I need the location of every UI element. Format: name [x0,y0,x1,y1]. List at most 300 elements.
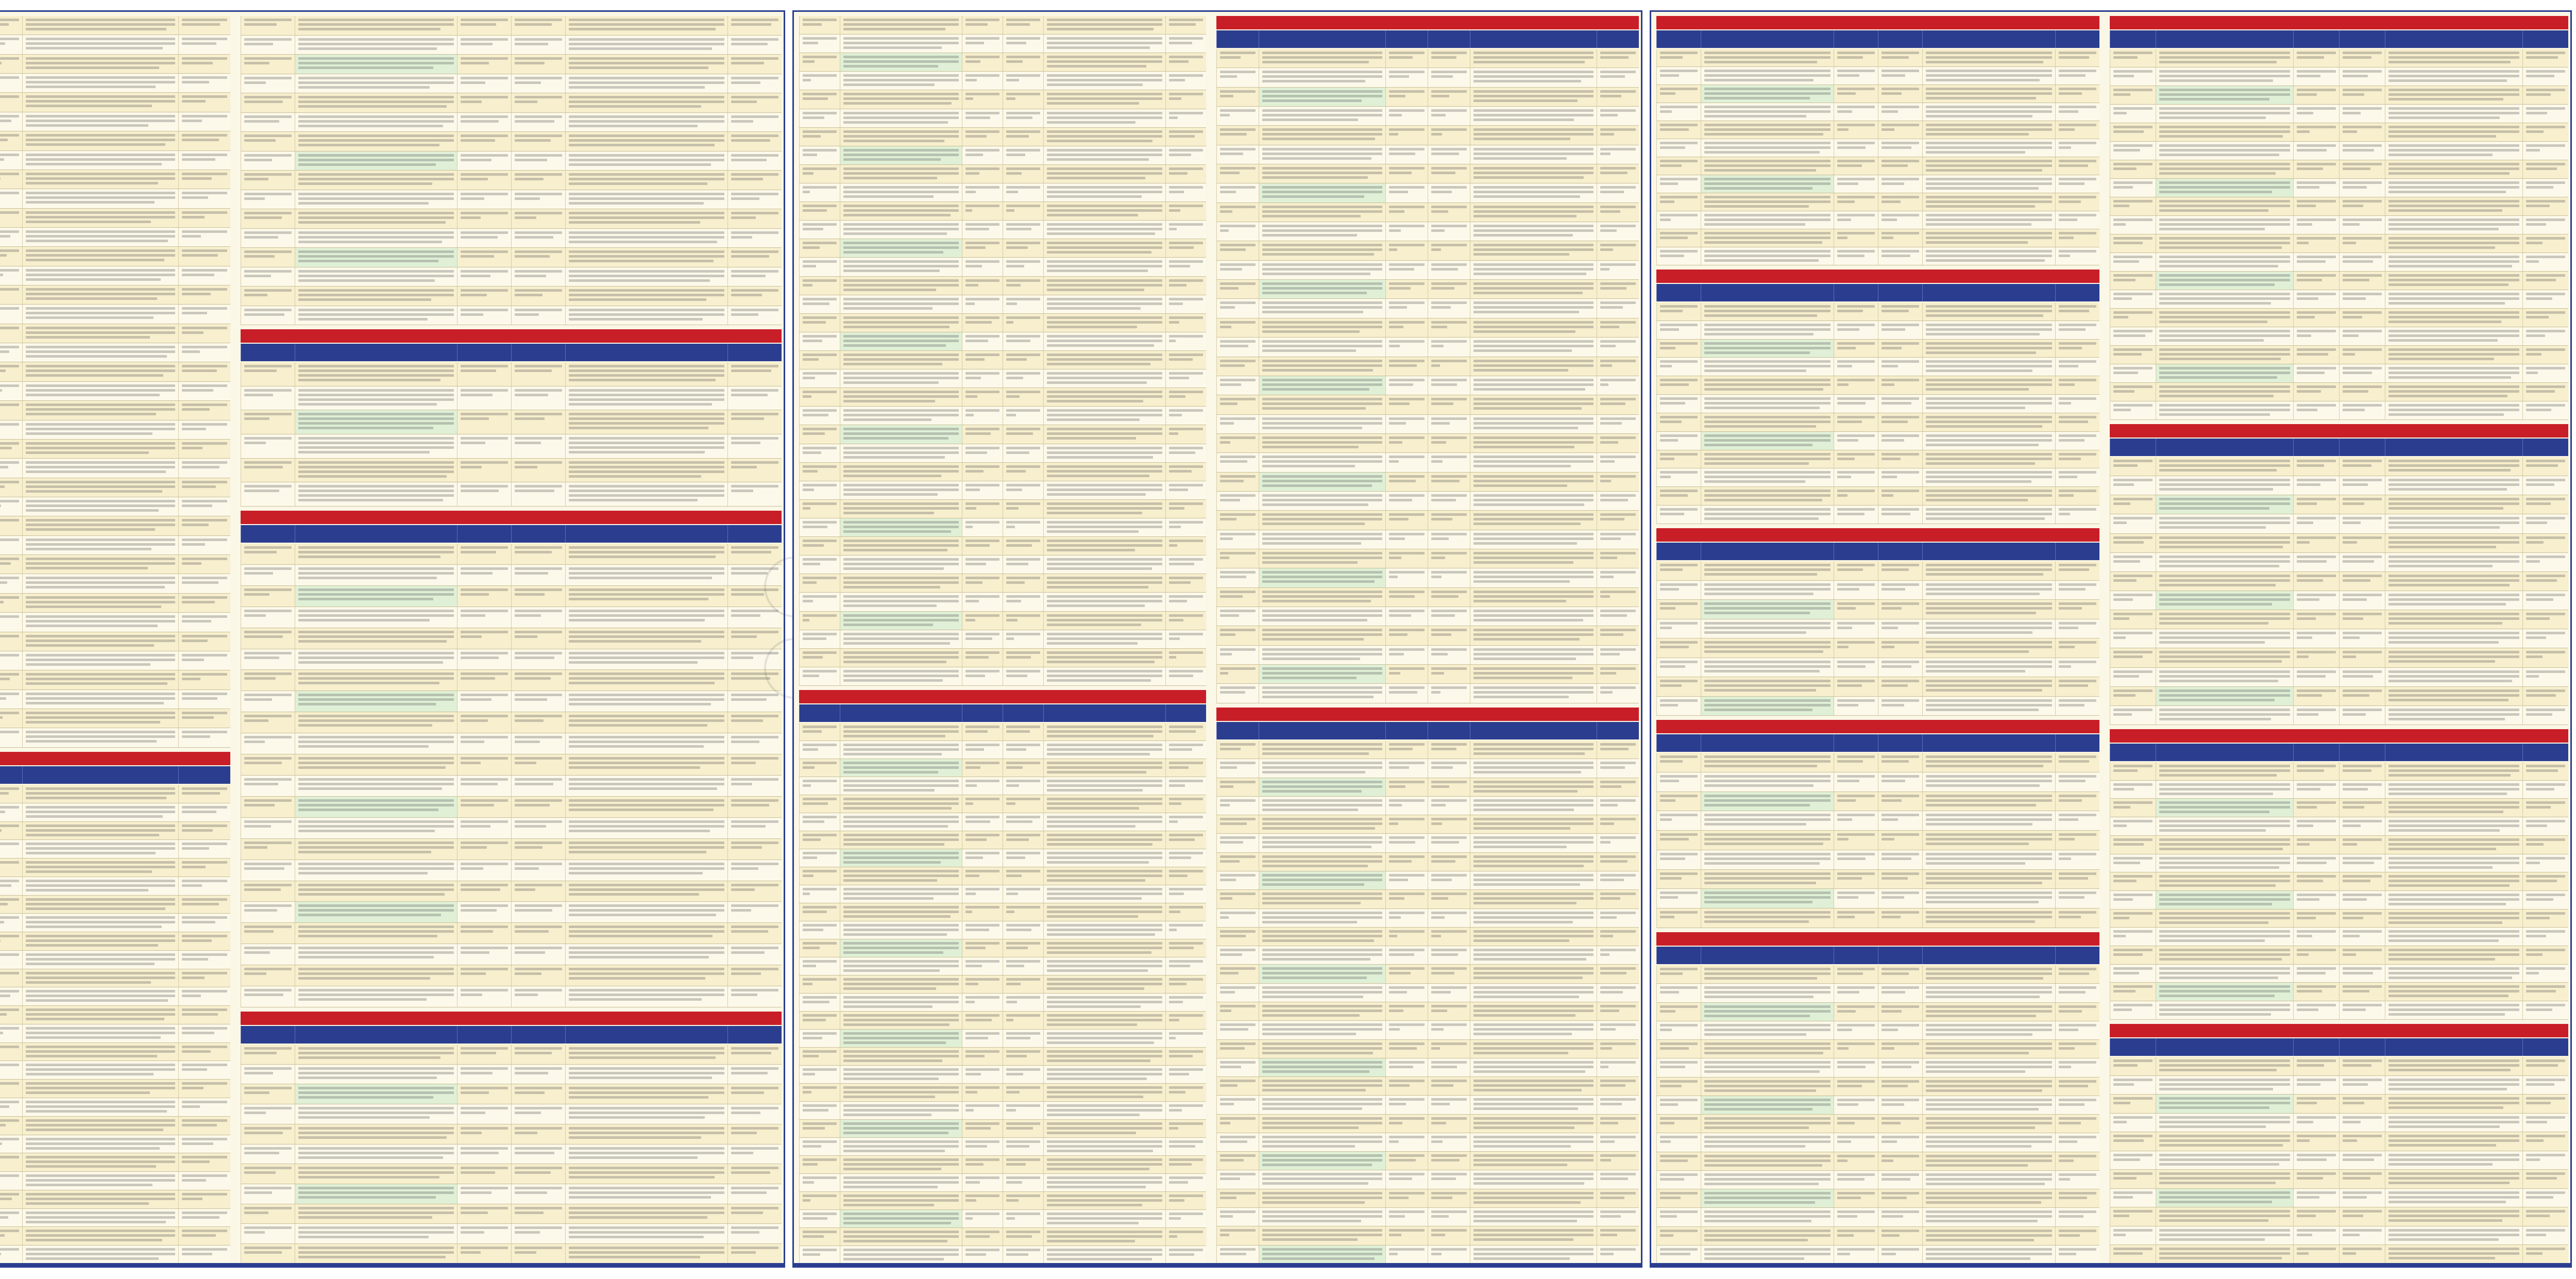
table-header [1216,722,1639,739]
table-row [799,630,1206,649]
table-row [2110,216,2568,234]
table-row [1656,321,2099,340]
table-row [799,444,1206,463]
table-row [2110,123,2568,142]
table-row [1216,183,1639,203]
section-title [241,329,782,343]
table-row [1656,175,2099,193]
property-table [1656,753,2099,928]
section-title [2110,16,2568,29]
table-row [241,818,782,839]
table-row [799,831,1206,849]
table-header [1656,284,2099,301]
table-row [241,923,782,944]
table-row [799,939,1206,957]
table-row [799,574,1206,593]
table-row [241,628,782,649]
table-row [2110,1132,2568,1151]
table-row [0,1098,230,1117]
table-header [2110,30,2568,48]
table-row [1656,1246,2099,1264]
table-row [1656,340,2099,358]
table-row [2110,1170,2568,1189]
table-row [0,728,230,747]
table-row [799,1030,1206,1048]
table-row [0,112,230,131]
table-row [2110,514,2568,533]
table-row [2110,610,2568,629]
table-row [1656,811,2099,831]
table-row [799,1246,1206,1264]
table-row [2110,327,2568,346]
table-row [241,1204,782,1224]
table-row [241,649,782,670]
table-row [1216,376,1639,395]
table-row [0,55,230,74]
table-row [1656,103,2099,121]
table-row [1216,1133,1639,1152]
table-row [241,287,782,306]
table-row [799,612,1206,630]
table-row [2110,572,2568,591]
table-row [1656,1208,2099,1226]
table-row [1216,1208,1639,1226]
table-row [241,944,782,965]
table-row [0,613,230,632]
table-row [799,351,1206,369]
table-header [0,766,230,784]
table-row [0,285,230,305]
table-row [0,1080,230,1098]
table-row [1656,870,2099,889]
table-row [1656,229,2099,247]
table-row [799,314,1206,332]
table-row [1216,1096,1639,1114]
table-row [799,239,1206,258]
table-row [799,957,1206,975]
section-title [1656,16,2099,29]
table-row [1216,1246,1639,1264]
table-row [241,797,782,818]
table-row [241,113,782,132]
table-row [241,74,782,94]
table-row [1656,1058,2099,1077]
table-row [1216,1040,1639,1058]
table-row [2110,781,2568,799]
table-row [799,975,1206,994]
section-title [0,752,230,765]
table-row [799,1156,1206,1174]
table-row [1216,909,1639,928]
table-row [1656,1115,2099,1133]
table-row [2110,946,2568,965]
table-row [241,544,782,565]
table-row [1216,511,1639,530]
table-row [0,401,230,420]
property-table [0,16,230,748]
table-row [2110,1226,2568,1246]
table-row [2110,272,2568,290]
table-row [799,921,1206,939]
table-row [1216,280,1639,299]
table-row [1656,139,2099,157]
property-table [799,723,1206,1264]
section-title [2110,424,2568,437]
table-row [2110,86,2568,105]
table-row [1216,928,1639,946]
table-row [2110,928,2568,946]
table-row [1216,88,1639,107]
table-row [1216,530,1639,549]
table-row [0,1135,230,1154]
table-row [799,903,1206,921]
table-row [0,420,230,440]
table-row [1216,549,1639,568]
table-row [1216,684,1639,703]
table-row [0,1006,230,1024]
table-row [1216,492,1639,511]
table-row [0,877,230,896]
table-row [241,306,782,326]
table-row [0,1172,230,1190]
table-row [1656,121,2099,139]
table-row [1216,1170,1639,1189]
table-row [799,258,1206,276]
table-header [2110,1038,2568,1056]
table-row [1216,145,1639,164]
property-table [241,362,782,507]
table-row [241,1045,782,1065]
table-row [241,776,782,797]
table-row [2110,854,2568,873]
table-row [2110,1001,2568,1020]
table-row [799,723,1206,741]
table-row [2110,1114,2568,1133]
table-row [1216,890,1639,908]
table-row [799,128,1206,146]
section-title [1656,720,2099,733]
table-row [0,35,230,54]
table-row [241,565,782,586]
table-row [1216,453,1639,472]
table-row [1216,626,1639,645]
property-table [1216,49,1639,703]
table-row [799,741,1206,759]
table-row [1216,588,1639,607]
table-row [1216,299,1639,318]
table-row [2110,309,2568,327]
table-row [2110,629,2568,648]
table-row [1656,1003,2099,1021]
table-row [2110,817,2568,836]
table-row [1216,1077,1639,1096]
table-row [2110,346,2568,364]
table-row [241,386,782,411]
property-table [2110,457,2568,725]
table-row [1656,1096,2099,1115]
table-row [2110,197,2568,216]
table-row [1216,164,1639,183]
table-row [2110,179,2568,197]
section-title [241,1012,782,1025]
table-row [2110,457,2568,476]
table-row [1216,834,1639,852]
page-4 [1650,10,2572,1268]
table-row [1656,157,2099,175]
table-row [2110,1057,2568,1076]
table-row [799,849,1206,867]
table-row [1656,965,2099,984]
table-row [1216,395,1639,414]
table-row [2110,553,2568,572]
table-row [0,247,230,266]
table-row [241,1184,782,1204]
table-row [799,994,1206,1012]
table-row [0,932,230,951]
table-row [1656,85,2099,103]
table-row [241,1224,782,1244]
table-row [2110,910,2568,928]
table-row [0,803,230,822]
table-row [0,440,230,459]
table-row [2110,142,2568,160]
table-row [241,267,782,287]
table-row [241,1084,782,1104]
table-row [799,1138,1206,1156]
table-row [2110,1076,2568,1095]
table-header [2110,439,2568,456]
table-row [799,1120,1206,1138]
table-row [0,914,230,932]
property-table [241,1045,782,1264]
table-row [0,709,230,728]
section-title [241,511,782,524]
property-table [1656,965,2099,1264]
table-row [0,822,230,840]
table-header [2110,744,2568,761]
table-row [799,1084,1206,1102]
table-row [1656,697,2099,716]
table-row [799,556,1206,574]
table-row [241,881,782,902]
table-row [1216,759,1639,778]
table-row [241,55,782,74]
table-row [1656,619,2099,639]
table-header [799,704,1206,722]
property-table [1656,49,2099,265]
table-row [1216,357,1639,376]
table-row [241,1065,782,1085]
table-row [799,407,1206,425]
table-row [241,986,782,1007]
table-row [0,632,230,651]
table-row [0,93,230,112]
table-row [0,785,230,803]
table-row [1216,1002,1639,1021]
table-row [0,382,230,401]
table-row [241,1164,782,1184]
table-row [241,459,782,483]
table-row [1656,432,2099,450]
table-row [241,248,782,267]
table-row [1656,1189,2099,1208]
table-row [241,93,782,113]
table-row [799,221,1206,239]
property-table [1656,302,2099,524]
table-row [2110,1245,2568,1264]
table-row [2110,534,2568,553]
table-row [1656,1171,2099,1189]
table-row [1216,1115,1639,1133]
table-row [1216,778,1639,797]
table-row [799,1228,1206,1246]
table-row [2110,762,2568,781]
table-row [1216,261,1639,280]
table-row [1656,376,2099,395]
table-row [1216,203,1639,222]
table-row [241,902,782,923]
table-row [799,16,1206,35]
section-title [1216,16,1639,29]
table-row [1656,658,2099,678]
table-row [799,1192,1206,1210]
table-row [799,183,1206,202]
table-row [2110,687,2568,706]
table-row [1216,49,1639,68]
table-row [2110,234,2568,253]
table-row [2110,1189,2568,1208]
table-row [799,388,1206,407]
table-row [0,896,230,914]
table-row [0,266,230,285]
table-row [0,228,230,247]
table-row [1656,1227,2099,1246]
table-row [799,1102,1206,1120]
table-row [1216,1189,1639,1208]
table-row [799,481,1206,500]
table-row [241,691,782,712]
table-row [799,463,1206,481]
table-row [1656,1078,2099,1096]
table-row [1216,241,1639,260]
table-row [1656,889,2099,908]
table-row [1656,413,2099,432]
table-row [2110,965,2568,983]
table-row [241,965,782,986]
table-row [799,518,1206,537]
table-header [1656,543,2099,560]
table-row [1656,677,2099,697]
table-row [799,813,1206,831]
table-header [241,1026,782,1044]
table-row [241,209,782,229]
table-row [0,497,230,516]
table-row [2110,383,2568,401]
table-row [241,1104,782,1124]
table-row [1216,222,1639,241]
property-table [1656,561,2099,716]
table-row [0,574,230,593]
table-row [1656,850,2099,870]
table-row [2110,49,2568,68]
property-table [799,16,1206,686]
property-table [2110,762,2568,1020]
table-row [0,987,230,1006]
table-row [799,1012,1206,1030]
table-row [241,607,782,628]
table-row [1656,1133,2099,1152]
table-row [2110,68,2568,86]
table-row [241,860,782,881]
table-row [1656,581,2099,600]
table-row [2110,891,2568,910]
table-row [0,131,230,150]
table-row [799,277,1206,295]
table-row [1656,450,2099,469]
table-row [799,777,1206,795]
table-row [0,1246,230,1264]
table-row [0,74,230,93]
table-row [799,667,1206,686]
table-row [241,16,782,36]
property-table [241,16,782,325]
table-row [0,170,230,189]
table-row [1656,358,2099,376]
table-row [2110,836,2568,854]
table-row [1216,1226,1639,1245]
table-header [1656,734,2099,752]
table-row [2110,799,2568,817]
table-row [1656,638,2099,658]
property-table [241,544,782,1007]
table-header [241,525,782,543]
table-row [241,839,782,860]
table-row [1216,741,1639,759]
table-row [1656,831,2099,850]
table-row [0,362,230,381]
table-row [241,482,782,507]
section-title [1656,932,2099,946]
table-row [1656,193,2099,211]
table-row [1656,302,2099,321]
table-row [0,1190,230,1209]
table-row [0,459,230,478]
table-row [1216,568,1639,587]
section-title [1656,270,2099,283]
table-row [2110,1207,2568,1226]
table-row [0,151,230,170]
property-table [0,785,230,1264]
table-row [241,1145,782,1165]
table-row [1216,415,1639,434]
table-row [1216,815,1639,834]
property-table [1216,741,1639,1264]
table-row [1656,468,2099,487]
table-row [2110,1151,2568,1170]
table-row [2110,591,2568,610]
table-row [241,733,782,754]
table-row [799,593,1206,611]
table-row [1656,487,2099,506]
table-row [2110,495,2568,514]
table-row [1656,1040,2099,1058]
table-row [799,1210,1206,1228]
table-row [2110,364,2568,383]
table-row [1216,984,1639,1002]
property-table [2110,1057,2568,1264]
table-row [799,759,1206,777]
table-row [1656,506,2099,524]
